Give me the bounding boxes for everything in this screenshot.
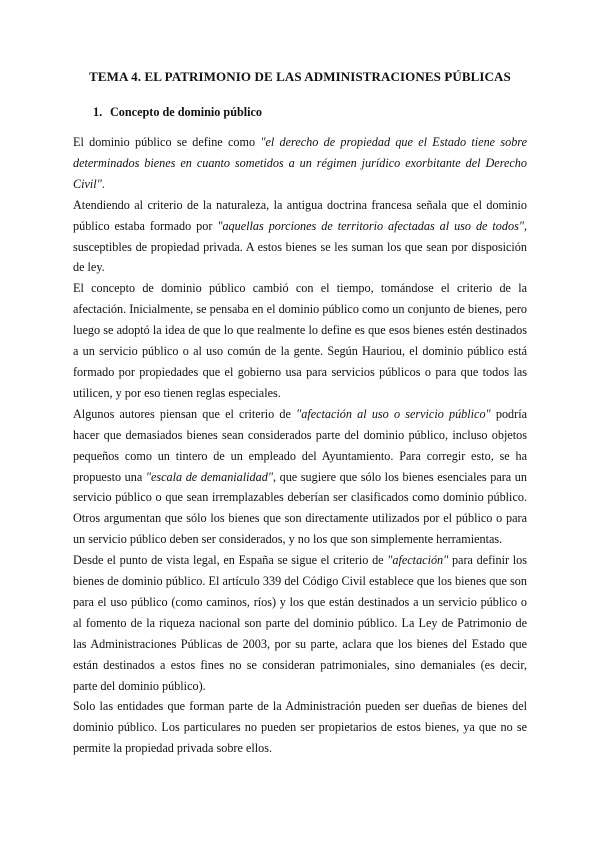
text-run: El dominio público se define como <box>73 135 261 149</box>
quote: "el derecho de propiedad que el Estado tiene sobre determinados bienes en cuanto sometidos a un régimen jurídico exorbitante del Derecho Civil" <box>73 135 527 191</box>
paragraph-1 <box>73 132 527 195</box>
text-run: Algunos autores piensan que el criterio de <box>73 406 297 421</box>
document-body <box>73 132 527 759</box>
page-title: TEMA 4. EL PATRIMONIO DE LAS ADMINISTRACIONES PÚBLICAS <box>89 69 511 84</box>
text-run: . <box>101 176 105 191</box>
text-run: podría hacer que demasiados bienes sean considerados parte del dominio público, incluso objetos pequeños como un tintero de un empleado del Ayuntamiento. Para corregir esto, se ha propuesto una <box>73 406 528 484</box>
paragraph-2 <box>73 195 527 279</box>
quote: "escala de demanialidad" <box>145 469 273 484</box>
text-run: para definir los bienes de dominio público. El artículo 339 del Código Civil establece que los bienes que son para el uso público (como caminos, ríos) y los que están destinados a un servicio público o al fomento de la riqueza nacional son parte del dominio público. La Ley de Patrimonio de las Administraciones Públicas de 2003, por su parte, aclara que los bienes del Estado que están destinados a estos fines no se consideran patrimoniales, sino demaniales (es decir, parte del dominio público). <box>73 553 528 693</box>
text-run: Atendiendo al criterio de la naturaleza, la antigua doctrina francesa señala que el dominio público estaba formado por <box>73 197 527 233</box>
paragraph-6: Solo las entidades que forman parte de la Administración pueden ser dueñas de bienes del dominio público. Los particulares no pueden ser propietarios de estos bienes, ya que no se permite la propiedad privada sobre ellos. <box>73 699 527 756</box>
text-run: , susceptibles de propiedad privada. A estos bienes se les suman los que sean por disposición de ley. <box>73 218 527 275</box>
quote: "aquellas porciones de territorio afectadas al uso de todos" <box>217 218 524 233</box>
section-number: 1. <box>93 105 103 119</box>
section-title: Concepto de dominio público <box>110 105 263 119</box>
section-heading <box>93 105 262 120</box>
quote: "afectación al uso o servicio público" <box>296 406 491 421</box>
paragraph-4 <box>73 404 527 550</box>
text-run: , que sugiere que sólo los bienes esenciales para un servicio público o que sean irremplazables deberían ser clasificados como dominio público. Otros argumentan que sólo los bienes que son directamente utilizados por el público o para un servicio público deben ser considerados, y no los que son simplemente herramientas. <box>73 469 527 547</box>
paragraph-3: El concepto de dominio público cambió con el tiempo, tomándose el criterio de la afectación. Inicialmente, se pensaba en el dominio público como un conjunto de bienes, pero luego se adoptó la idea de que lo que realmente lo define es que esos bienes estén destinados a un servicio público o al uso común de la gente. Según Hauriou, el dominio público está formado por propiedades que el gobierno usa para servicios públicos o para que todos las utilicen, y por eso tienen reglas especiales. <box>73 281 527 400</box>
text-run: Desde el punto de vista legal, en España se sigue el criterio de <box>73 553 388 568</box>
quote: "afectación" <box>387 553 449 568</box>
paragraph-5 <box>73 550 527 696</box>
